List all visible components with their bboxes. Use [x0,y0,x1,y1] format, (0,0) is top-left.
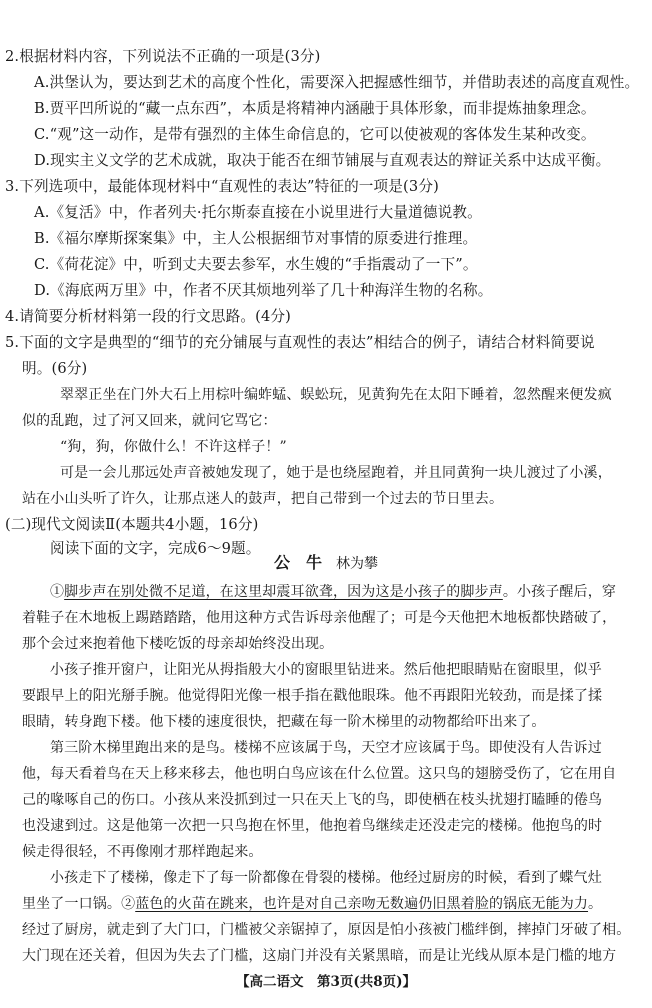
story-line: 小孩走下了楼梯，像走下了每一阶都像在骨裂的楼梯。他经过厨房的时候，看到了蝶气灶 [50,870,602,886]
story-author: 林为攀 [336,556,378,572]
q5-passage-line: 似的乱跑，过了河又回来，就问它骂它： [22,413,277,429]
story-line: 候走得很轻，不再像刚才那样跑起来。 [22,844,263,860]
q5-stem-line1: 5.下面的文字是典型的“细节的充分铺展与直观性的表达”相结合的例子，请结合材料简要说 [5,334,595,351]
underlined-sentence-2: 蓝色的火苗在跳来，也许是对自己亲吻无数遍仍旧黑着脸的锅底无能为力 [135,896,589,912]
story-title-line [0,552,652,575]
story-line: 那个会过来抱着他下楼吃饭的母亲却始终没出现。 [22,636,334,652]
section-instruction: 阅读下面的文字，完成6～9题。 [50,540,261,557]
story-title: 公 牛 [273,553,322,572]
story-line: 要跟早上的阳光掰手腕。他觉得阳光像一根手指在戳他眼珠。他不再跟阳光较劲，而是揉了揉 [22,688,603,704]
story-paragraph-2 [22,894,602,914]
q3-stem: 3.下列选项中，最能体现材料中“直观性的表达”特征的一项是(3分) [5,178,439,195]
story-text: 。 [588,896,603,912]
story-paragraph-1 [50,582,616,602]
q5-passage-line: 站在小山头听了许久，让那点迷人的鼓声，把自己带到一个过去的节日里去。 [22,491,504,507]
q3-option-c: C.《荷花淀》中，听到丈夫要去参军，水生嫂的“手指震动了一下”。 [34,256,478,273]
q3-option-d: D.《海底两万里》中，作者不厌其烦地列举了几十种海洋生物的名称。 [34,282,493,299]
sentence-marker-1: ① [50,584,65,600]
story-text: 。小孩子醒后，穿 [502,584,617,600]
story-line: 眼睛，转身跑下楼。他下楼的速度很快，把藏在每一阶木梯里的动物都给吓出来了。 [22,714,546,730]
q3-option-b: B.《福尔摩斯探案集》中，主人公根据细节对事情的原委进行推理。 [34,230,478,247]
story-line: 第三阶木梯里跑出来的是鸟。楼梯不应该属于鸟，天空才应该属于鸟。即使没有人告诉过 [50,740,602,756]
section-heading: (二)现代文阅读Ⅱ(本题共4小题，16分) [5,516,259,533]
story-line: 也没逮到过。这是他第一次把一只鸟抱在怀里，他抱着鸟继续走还没走完的楼梯。他抱鸟的时 [22,818,603,834]
story-line: 经过了厨房，就走到了大门口，门槛被父亲锯掉了，原因是怕小孩被门槛绊倒，摔掉门牙破了相。 [22,922,631,938]
q2-option-b: B.贾平凹所说的“藏一点东西”，本质是将精神内涵融于具体形象，而非提炼抽象理念。 [34,100,596,117]
q5-passage-line: 可是一会儿那远处声音被她发现了，她于是也绕屋跑着，并且同黄狗一块儿渡过了小溪， [60,465,612,481]
story-line: 他，每天看着鸟在天上移来移去，他也明白鸟应该在什么位置。这只鸟的翅膀受伤了，它在用自 [22,766,617,782]
q2-option-a: A.洪堡认为，要达到艺术的高度个性化，需要深入把握感性细节，并借助表述的高度直观性。 [34,74,640,91]
q5-passage-line: 翠翠正坐在门外大石上用棕叶编蚱蜢、蜈蚣玩，见黄狗先在太阳下睡着，忽然醒来便发疯 [60,387,612,403]
q2-stem: 2.根据材料内容，下列说法不正确的一项是(3分) [5,48,321,65]
q5-passage-line: “狗，狗，你做什么！不许这样子！” [60,439,287,455]
q5-stem-line2: 明。(6分) [22,360,88,377]
q2-option-d: D.现实主义文学的艺术成就，取决于能否在细节铺展与直观表达的辩证关系中达成平衡。 [34,152,611,169]
page-footer: 【高二语文 第3页(共8页)】 [235,974,417,990]
story-line: 己的喙啄自己的伤口。小孩从来没抓到过一只在天上飞的鸟，即使栖在枝头扰翅打瞌睡的倦鸟 [22,792,603,808]
story-line: 着鞋子在木地板上踢踏踏踏，他用这种方式告诉母亲他醒了；可是今天他把木地板都快踏破了， [22,610,617,626]
story-line: 大门现在还关着，但因为失去了门槛，这扇门并没有关紧黑暗，而是让光线从原本是门槛的地方 [22,948,617,964]
q4-stem: 4.请简要分析材料第一段的行文思路。(4分) [5,308,291,325]
q2-option-c: C.“观”这一动作，是带有强烈的主体生命信息的，它可以使被观的客体发生某种改变。 [34,126,596,143]
underlined-sentence-1: 脚步声在别处微不足道，在这里却震耳欲聋，因为这是小孩子的脚步声 [64,584,503,600]
q3-option-a: A.《复活》中，作者列夫·托尔斯泰直接在小说里进行大量道德说教。 [34,204,482,221]
story-text: 里坐了一口锅。 [22,896,122,912]
story-line: 小孩子推开窗户，让阳光从拇指般大小的窗眼里钻进来。然后他把眼睛贴在窗眼里，似乎 [50,662,602,678]
sentence-marker-2: ② [121,896,136,912]
